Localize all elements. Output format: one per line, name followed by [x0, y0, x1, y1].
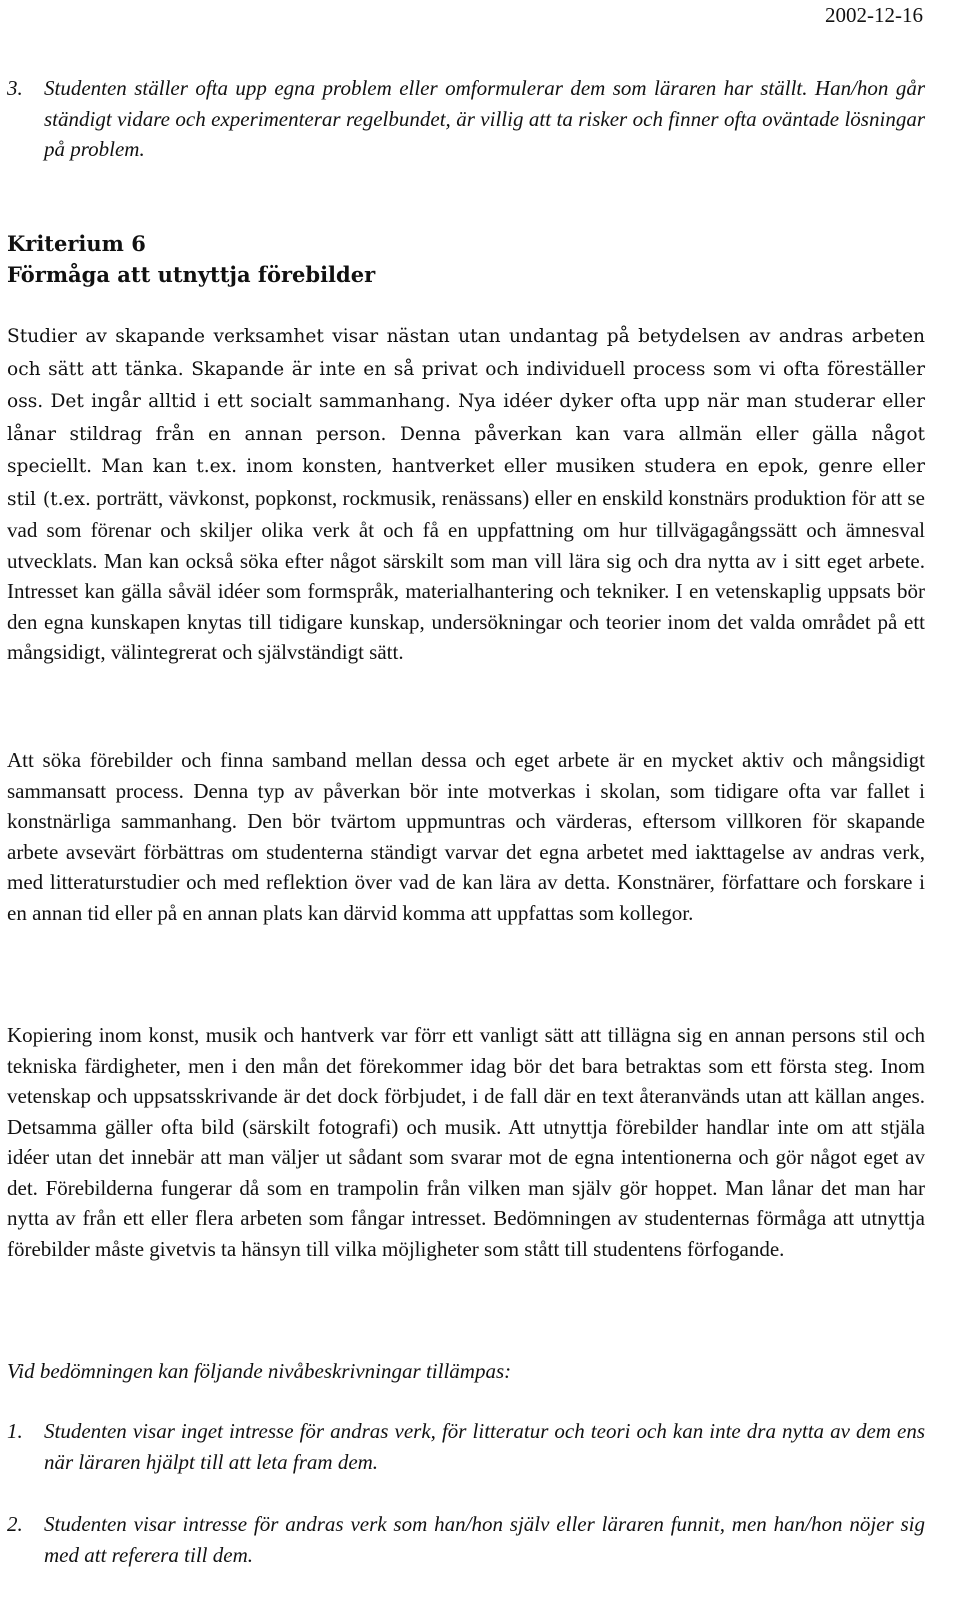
paragraph-1 [7, 320, 925, 668]
paragraph-1-rest: porträtt, vävkonst, popkonst, rockmusik, renässans) eller en enskild konstnärs produktion för att se vad som förenar och skiljer olika verk åt och få en uppfattning om hur tillvägagångssätt och ämnesval utvecklats. Man kan också söka efter något särskilt som man vill lära sig och dra nytta av i sitt eget arbete. Intresset kan gälla såväl idéer som formspråk, materialhantering och tekniker. I en vetenskaplig uppsats bör den egna kunskapen knytas till tidigare kunskap, undersökningar och teorier inom det valda området på ett mångsidigt, välintegrerat och självständigt sätt. [7, 485, 925, 664]
level-item-3 [7, 73, 925, 165]
paragraph-1-intro: Studier av skapande verksamhet visar nästan utan undantag på betydelsen av andras arbeten och sätt att tänka. Skapande är inte en så privat och individuell process som vi ofta föreställer oss. Det ingår alltid i ett socialt sammanhang. Nya idéer dyker ofta upp när man studerar eller lånar stildrag från en annan person. Denna påverkan kan vara allmän eller gälla något speciellt. Man kan t.ex. inom konsten, hantverket eller musiken studera en epok, genre eller stil (t.ex. [7, 326, 925, 510]
paragraph-2: Att söka förebilder och finna samband mellan dessa och eget arbete är en mycket aktiv och mångsidigt sammansatt process. Denna typ av påverkan bör inte motverkas i skolan, som tidigare ofta var fallet i konstnärliga sammanhang. Den bör tvärtom uppmuntras och värderas, eftersom villkoren för skapande arbete avsevärt förbättras om studenterna ständigt varvar det egna arbetet med iakttagelse av andras verk, med litteraturstudier och med reflektion över vad de kan lära av detta. Konstnärer, författare och forskare i en annan tid eller på en annan plats kan därvid komma att uppfattas som kollegor. [7, 748, 925, 925]
criterion-subtitle: Förmåga att utnyttja förebilder [7, 262, 376, 287]
level-item-1 [7, 1416, 925, 1477]
level-number: 3. [7, 76, 23, 100]
levels-intro: Vid bedömningen kan följande nivåbeskrivningar tillämpas: [7, 1359, 512, 1383]
level-text: Studenten ställer ofta upp egna problem eller omformulerar dem som läraren har ställt. Han/hon går ständigt vidare och experimenterar regelbundet, är villig att ta risker och finner ofta oväntade lösningar på problem. [44, 76, 925, 161]
criterion-title: Kriterium 6 [7, 231, 146, 256]
document-date: 2002-12-16 [825, 3, 923, 27]
level-number: 2. [7, 1512, 23, 1536]
level-text: Studenten visar intresse för andras verk som han/hon själv eller läraren funnit, men han/hon nöjer sig med att referera till dem. [44, 1512, 925, 1567]
level-item-2 [7, 1509, 925, 1570]
criterion-heading [7, 228, 925, 290]
level-number: 1. [7, 1419, 23, 1443]
level-text: Studenten visar inget intresse för andras verk, för litteratur och teori och kan inte dra nytta av dem ens när läraren hjälpt till att leta fram dem. [44, 1419, 925, 1474]
paragraph-3: Kopiering inom konst, musik och hantverk var förr ett vanligt sätt att tillägna sig en annan persons stil och tekniska färdigheter, men i den mån det förekommer idag bör det bara betraktas som ett första steg. Inom vetenskap och uppsatsskrivande är det dock förbjudet, i de fall där en text återanvänds utan att källan anges. Detsamma gäller ofta bild (särskilt fotografi) och musik. Att utnyttja förebilder handlar inte om att stjäla idéer utan det innebär att man väljer ut sådant som svarar mot de egna intentionerna och gör något eget av det. Förebilderna fungerar då som en trampolin från vilken man själv gör hoppet. Man lånar det man har nytta av från ett eller flera arbeten som fångar intresset. Bedömningen av studenternas förmåga att utnyttja förebilder måste givetvis ta hänsyn till vilka möjligheter som stått till studentens förfogande. [7, 1023, 925, 1261]
